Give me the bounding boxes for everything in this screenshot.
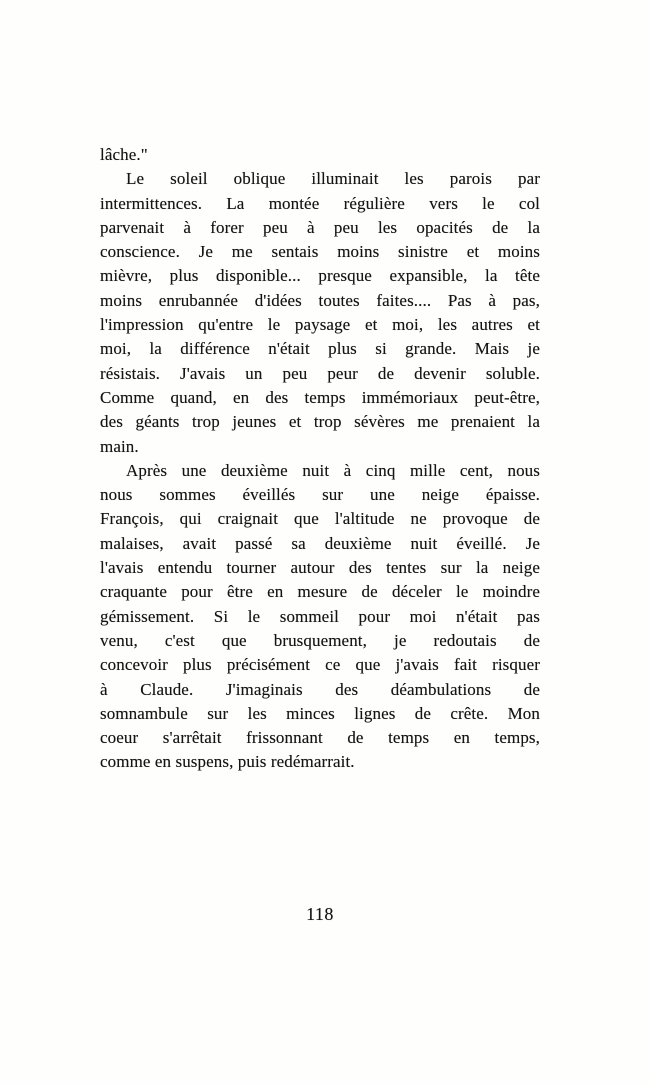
text-line: l'avais entendu tourner autour des tentes sur la neige [100, 558, 540, 578]
text-line: comme en suspens, puis redémarrait. [100, 752, 355, 772]
text-line: concevoir plus précisément ce que j'avais fait risquer [100, 655, 540, 675]
text-line: à Claude. J'imaginais des déambulations de [100, 679, 540, 699]
text-line: intermittences. La montée régulière vers le col [100, 193, 540, 213]
text-line: main. [100, 436, 139, 456]
text-line: mièvre, plus disponible... presque expansible, la tête [100, 266, 540, 286]
text-line: somnambule sur les minces lignes de crête. Mon [100, 703, 540, 723]
text-line: gémissement. Si le sommeil pour moi n'était pas [100, 606, 540, 626]
text-line: moi, la différence n'était plus si grande. Mais je [100, 339, 540, 359]
text-line: des géants trop jeunes et trop sévères me prenaient la [100, 412, 540, 432]
text-line: nous sommes éveillés sur une neige épaisse. [100, 485, 540, 505]
text-line: coeur s'arrêtait frissonnant de temps en temps, [100, 728, 540, 748]
text-line: venu, c'est que brusquement, je redoutais de [100, 630, 540, 650]
text-line: malaises, avait passé sa deuxième nuit éveillé. Je [100, 533, 540, 553]
text-line: parvenait à forer peu à peu les opacités de la [100, 217, 540, 237]
text-line: Le soleil oblique illuminait les parois par [126, 169, 540, 189]
text-line: résistais. J'avais un peu peur de devenir soluble. [100, 363, 540, 383]
text-line: lâche." [100, 145, 148, 164]
body-text [100, 143, 540, 775]
text-line: Après une deuxième nuit à cinq mille cent, nous [126, 460, 540, 480]
text-line: François, qui craignait que l'altitude ne provoque de [100, 509, 540, 529]
text-line: craquante pour être en mesure de déceler le moindre [100, 582, 540, 602]
text-line: l'impression qu'entre le paysage et moi, les autres et [100, 315, 540, 335]
text-line: moins enrubannée d'idées toutes faites.... Pas à pas, [100, 290, 540, 310]
text-line: Comme quand, en des temps immémoriaux peut-être, [100, 387, 540, 407]
page-number: 118 [306, 904, 334, 924]
text-line: conscience. Je me sentais moins sinistre et moins [100, 242, 540, 262]
